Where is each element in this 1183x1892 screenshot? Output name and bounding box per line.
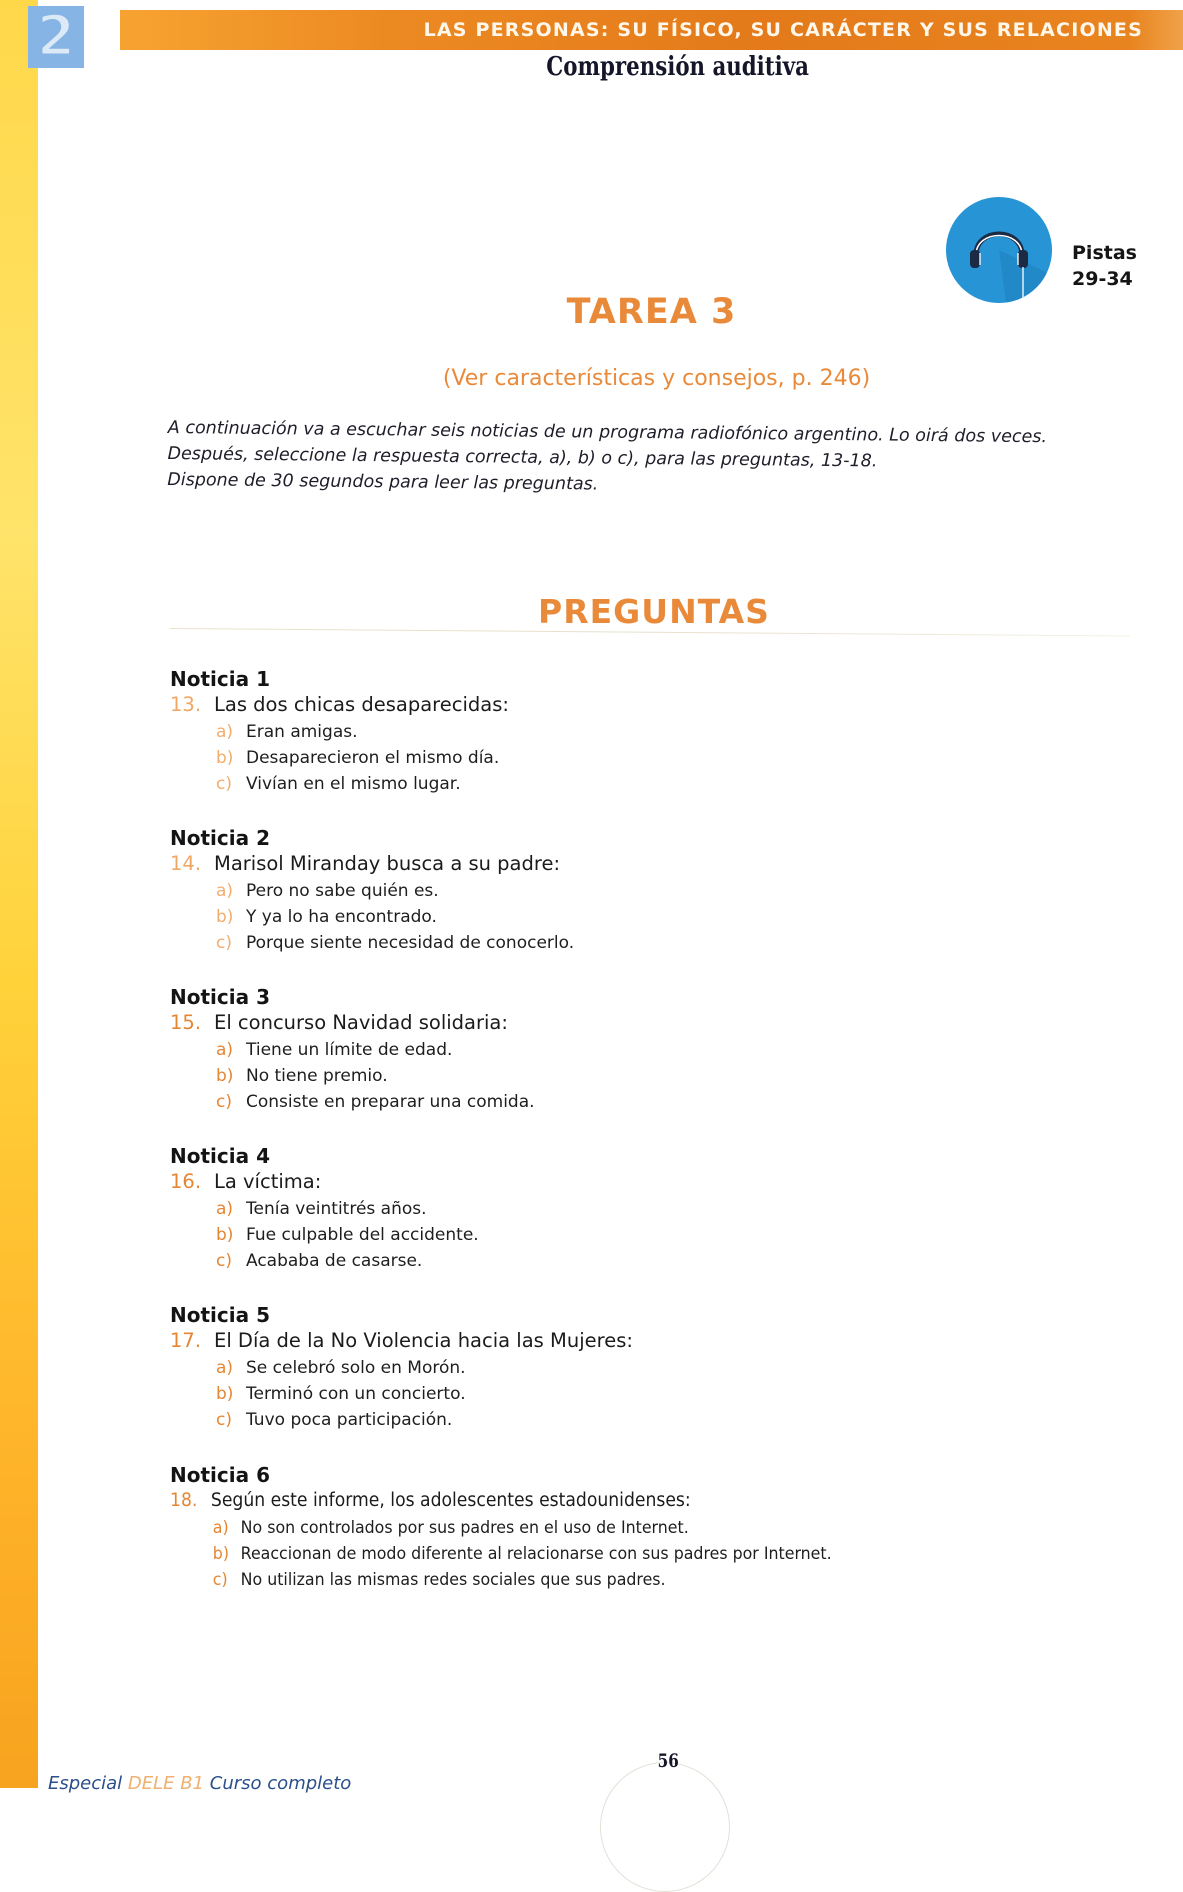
option-text: Reaccionan de modo diferente al relacionarse con sus padres por Internet. xyxy=(240,1544,832,1564)
noticia-heading: Noticia 5 xyxy=(170,1303,270,1327)
option-letter: c) xyxy=(216,1092,232,1112)
question xyxy=(170,1327,1070,1355)
question-text: El concurso Navidad solidaria: xyxy=(214,1011,508,1034)
answer-option[interactable] xyxy=(170,1381,1070,1407)
questions-title: PREGUNTAS xyxy=(538,592,770,631)
noticia-heading: Noticia 1 xyxy=(170,667,270,691)
question-number: 13. xyxy=(170,693,202,716)
answer-option[interactable] xyxy=(170,719,1070,745)
option-letter: b) xyxy=(216,1066,234,1086)
noticia-heading: Noticia 3 xyxy=(170,985,270,1009)
question-number: 14. xyxy=(170,852,202,875)
noticia-block xyxy=(170,666,1070,797)
answer-option[interactable] xyxy=(170,1515,1007,1541)
option-letter: b) xyxy=(216,748,234,768)
answer-option[interactable] xyxy=(170,930,1070,956)
answer-option[interactable] xyxy=(170,1063,1070,1089)
answer-option[interactable] xyxy=(170,878,1070,904)
question-text: Según este informe, los adolescentes estadounidenses: xyxy=(210,1490,691,1511)
option-text: Se celebró solo en Morón. xyxy=(246,1358,466,1378)
option-text: No tiene premio. xyxy=(246,1066,388,1086)
question-number: 15. xyxy=(170,1011,202,1034)
answer-option[interactable] xyxy=(170,1407,1070,1433)
option-text: Tiene un límite de edad. xyxy=(246,1040,453,1060)
answer-option[interactable] xyxy=(170,1089,1070,1115)
option-text: Tuvo poca participación. xyxy=(246,1410,453,1430)
option-text: Y ya lo ha encontrado. xyxy=(246,907,437,927)
option-letter: b) xyxy=(216,1384,234,1404)
option-text: Acababa de casarse. xyxy=(246,1251,423,1271)
option-letter: b) xyxy=(212,1544,229,1564)
page-number: 56 xyxy=(657,1750,679,1772)
instruction-line: Después, seleccione la respuesta correcta, a), b) o c), para las preguntas, 13-18. xyxy=(167,443,878,472)
option-text: No son controlados por sus padres en el uso de Internet. xyxy=(240,1518,689,1538)
section-title: Comprensión auditiva xyxy=(546,52,809,82)
option-letter: a) xyxy=(216,1040,234,1060)
option-letter: a) xyxy=(216,1199,234,1219)
question xyxy=(170,1487,1007,1515)
option-text: Tenía veintitrés años. xyxy=(246,1199,427,1219)
task-instructions xyxy=(167,415,1158,503)
answer-option[interactable] xyxy=(170,771,1070,797)
tracks-label xyxy=(1072,240,1137,292)
side-color-strip xyxy=(0,0,38,1788)
footer-brand xyxy=(48,1773,351,1794)
question-text: La víctima: xyxy=(214,1170,322,1193)
option-text: Fue culpable del accidente. xyxy=(246,1225,479,1245)
footer-brand-level: DELE B1 xyxy=(127,1773,205,1794)
option-letter: b) xyxy=(216,1225,234,1245)
option-text: Vivían en el mismo lugar. xyxy=(246,774,461,794)
answer-option[interactable] xyxy=(170,1355,1070,1381)
question xyxy=(170,850,1070,878)
noticia-block xyxy=(170,1302,1070,1433)
option-letter: c) xyxy=(216,933,232,953)
answer-option[interactable] xyxy=(170,904,1070,930)
footer-brand-part: Curso completo xyxy=(204,1773,352,1794)
option-text: No utilizan las mismas redes sociales que sus padres. xyxy=(240,1570,666,1590)
option-letter: c) xyxy=(216,774,232,794)
option-letter: c) xyxy=(212,1570,228,1590)
option-letter: c) xyxy=(216,1410,232,1430)
option-letter: b) xyxy=(216,907,234,927)
noticia-block xyxy=(170,984,1070,1115)
answer-option[interactable] xyxy=(170,1037,1070,1063)
question-number: 16. xyxy=(170,1170,202,1193)
option-letter: a) xyxy=(212,1518,229,1538)
question xyxy=(170,691,1070,719)
noticia-heading: Noticia 6 xyxy=(170,1463,270,1487)
question-text: El Día de la No Violencia hacia las Mujeres: xyxy=(214,1329,633,1352)
page-number-arc xyxy=(600,1762,730,1892)
option-letter: c) xyxy=(216,1251,232,1271)
answer-option[interactable] xyxy=(170,1196,1070,1222)
chapter-number: 2 xyxy=(36,4,76,69)
instruction-line: Dispone de 30 segundos para leer las preguntas. xyxy=(167,469,599,495)
chapter-banner-title: LAS PERSONAS: SU FÍSICO, SU CARÁCTER Y SUS RELACIONES xyxy=(423,19,1143,41)
option-text: Porque siente necesidad de conocerlo. xyxy=(246,933,575,953)
noticia-heading: Noticia 4 xyxy=(170,1144,270,1168)
option-text: Terminó con un concierto. xyxy=(246,1384,466,1404)
noticia-block xyxy=(170,825,1070,956)
answer-option[interactable] xyxy=(170,1222,1070,1248)
task-reference: (Ver características y consejos, p. 246) xyxy=(442,366,871,391)
headphones-icon[interactable] xyxy=(946,197,1052,303)
noticia-block xyxy=(170,1143,1070,1274)
answer-option[interactable] xyxy=(170,1248,1070,1274)
option-text: Desaparecieron el mismo día. xyxy=(246,748,500,768)
option-text: Pero no sabe quién es. xyxy=(246,881,439,901)
answer-option[interactable] xyxy=(170,1567,1007,1593)
footer-brand-part: Especial xyxy=(48,1773,128,1794)
option-letter: a) xyxy=(216,1358,234,1378)
chapter-banner xyxy=(120,10,1183,50)
question-text: Las dos chicas desaparecidas: xyxy=(214,693,509,716)
tracks-range: 29-34 xyxy=(1072,268,1133,290)
instruction-line: A continuación va a escuchar seis noticias de un programa radiofónico argentino. Lo oirá dos veces. xyxy=(167,417,1048,448)
noticia-block xyxy=(170,1462,1070,1593)
noticia-heading: Noticia 2 xyxy=(170,826,270,850)
question xyxy=(170,1168,1070,1196)
answer-option[interactable] xyxy=(170,1541,1007,1567)
chapter-number-badge xyxy=(28,6,84,68)
option-text: Eran amigas. xyxy=(246,722,358,742)
tracks-label-title: Pistas xyxy=(1072,242,1137,264)
task-title: TAREA 3 xyxy=(566,292,737,332)
question xyxy=(170,1009,1070,1037)
option-letter: a) xyxy=(216,881,234,901)
question-text: Marisol Miranday busca a su padre: xyxy=(214,852,561,875)
option-letter: a) xyxy=(216,722,234,742)
question-number: 18. xyxy=(170,1490,198,1511)
answer-option[interactable] xyxy=(170,745,1070,771)
question-number: 17. xyxy=(170,1329,202,1352)
option-text: Consiste en preparar una comida. xyxy=(246,1092,535,1112)
